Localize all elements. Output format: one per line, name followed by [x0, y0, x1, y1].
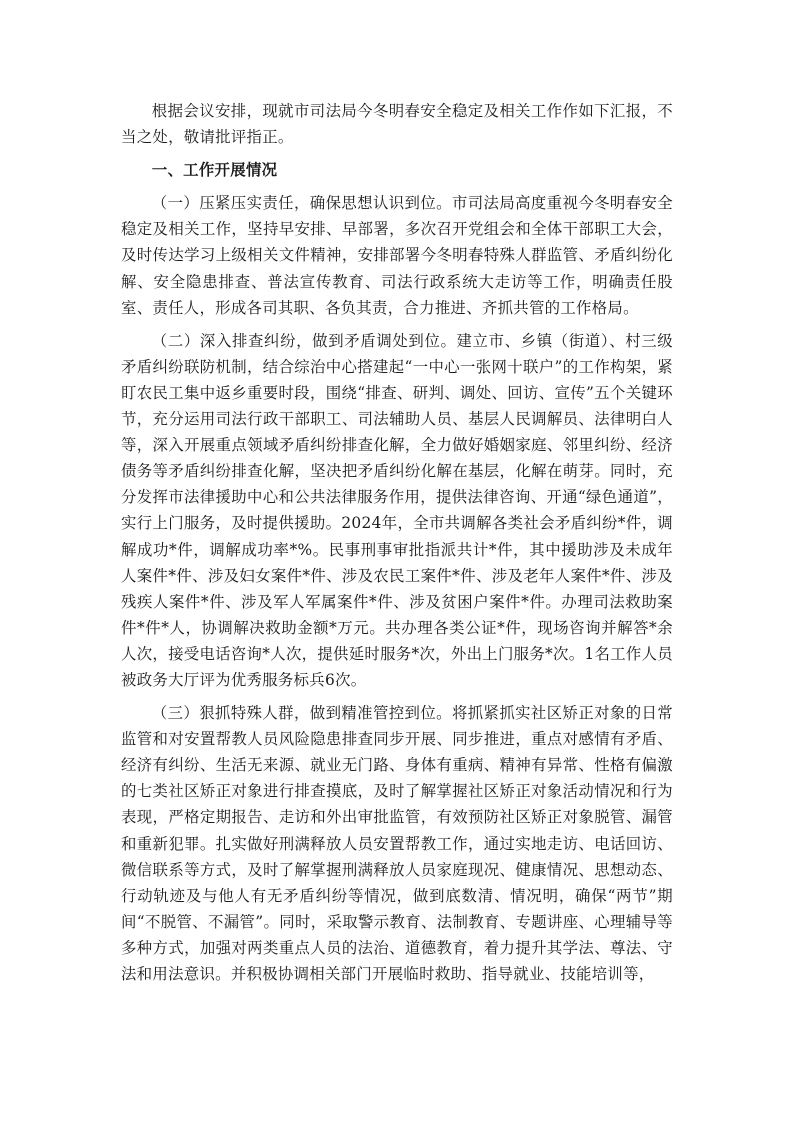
body-paragraph: （二）深入排查纠纷，做到矛盾调处到位。建立市、乡镇（街道）、村三级矛盾纠纷联防机制，结合综治中心搭建起“一中心一张网十联户”的工作构架，紧盯农民工集中返乡重要时段，围绕“排查、研判、调处、回访、宣传”五个关键环节，充分运用司法行政干部职工、司法辅助人员、基层人民调解员、法律明白人等，深入开展重点领域矛盾纠纷排查化解，全力做好婚姻家庭、邻里纠纷、经济债务等矛盾纠纷排查化解，坚决把矛盾纠纷化解在基层，化解在萌芽。同时，充分发挥市法律援助中心和公共法律服务作用，提供法律咨询、开通“绿色通道”，实行上门服务，及时提供援助。2024年，全市共调解各类社会矛盾纠纷*件，调解成功*件，调解成功率*%。民事刑事审批指派共计*件，其中援助涉及未成年人案件*件、涉及妇女案件*件、涉及农民工案件*件、涉及老年人案件*件、涉及残疾人案件*件、涉及军人军属案件*件、涉及贫困户案件*件。办理司法救助案件*件*人，协调解决救助金额*万元。共办理各类公证*件，现场咨询并解答*余人次，接受电话咨询*人次，提供延时服务*次，外出上门服务*次。1名工作人员被政务大厅评为优秀服务标兵6次。	[121, 331, 673, 689]
section-heading: 一、工作开展情况	[151, 161, 278, 180]
body-paragraph: （一）压紧压实责任，确保思想认识到位。市司法局高度重视今冬明春安全稳定及相关工作，坚持早安排、早部署，多次召开党组会和全体干部职工大会，及时传达学习上级相关文件精神，安排部署今冬明春特殊人群监管、矛盾纠纷化解、安全隐患排查、普法宣传教育、司法行政系统大走访等工作，明确责任股室、责任人，形成各司其职、各负其责，合力推进、齐抓共管的工作格局。	[121, 194, 673, 317]
intro-paragraph: 根据会议安排，现就市司法局今冬明春安全稳定及相关工作作如下汇报，不当之处，敬请批评指正。	[121, 102, 673, 147]
body-paragraph: （三）狠抓特殊人群，做到精准管控到位。将抓紧抓实社区矫正对象的日常监管和对安置帮教人员风险隐患排查同步开展、同步推进，重点对感情有矛盾、经济有纠纷、生活无来源、就业无门路、身体有重病、精神有异常、性格有偏激的七类社区矫正对象进行排查摸底，及时了解掌握社区矫正对象活动情况和行为表现，严格定期报告、走访和外出审批监管，有效预防社区矫正对象脱管、漏管和重新犯罪。扎实做好刑满释放人员安置帮教工作，通过实地走访、电话回访、微信联系等方式，及时了解掌握刑满释放人员家庭现况、健康情况、思想动态、行动轨迹及与他人有无矛盾纠纷等情况，做到底数清、情况明，确保“两节”期间“不脱管、不漏管”。同时，采取警示教育、法制教育、专题讲座、心理辅导等多种方式，加强对两类重点人员的法治、道德教育，着力提升其学法、尊法、守法和用法意识。并积极协调相关部门开展临时救助、指导就业、技能培训等，	[121, 704, 673, 983]
document-page	[121, 98, 673, 987]
